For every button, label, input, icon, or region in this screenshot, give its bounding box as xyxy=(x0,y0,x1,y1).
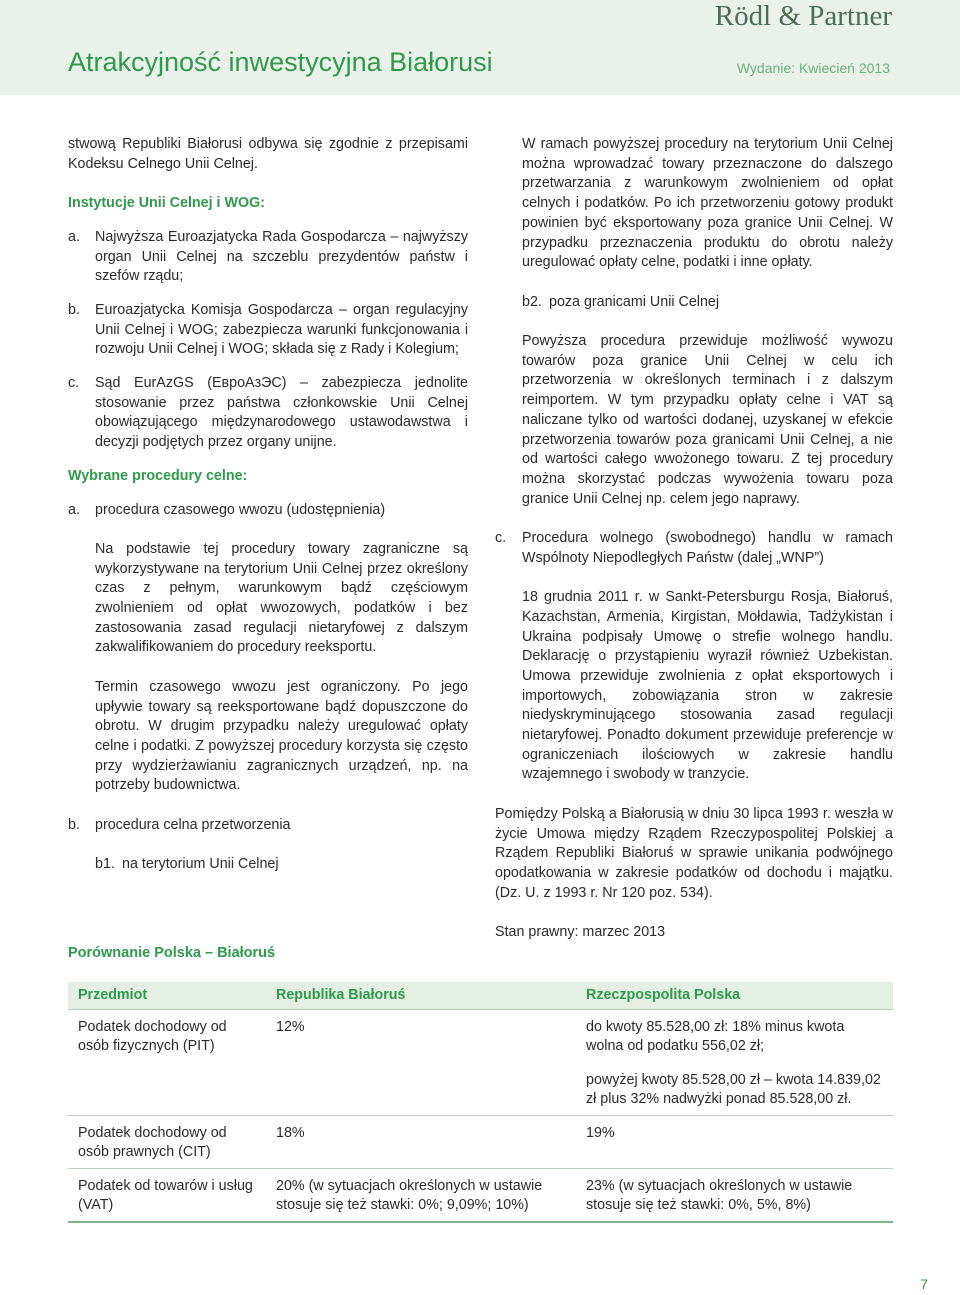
procedure-b-label: b. procedura celna przetworzenia xyxy=(68,816,291,833)
procedure-c-paragraph: 18 grudnia 2011 r. w Sankt-Petersburgu Rosja, Białoruś, Kazachstan, Armenia, Kirgistan, Mołdawia, Tadżykistan i Ukraina podpisały Umowę o strefie wolnego handlu. Deklarację o przystąpieniu wyraził również Uzbekistan. Umowa przewiduje zwolnienia z opłat eksportowych i importowych, zobowiązania stron w zakresie niedyskryminującego stosowania zasad regulacji nietaryfowej. Ponadto dokument przewiduje preferencje w ograniczeniach ilościowych w zakresie handlu wzajemnego i swobody w tranzycie. xyxy=(522,589,893,783)
table-cell: 18% xyxy=(266,1116,576,1169)
right-column xyxy=(495,135,893,943)
table-cell: 12% xyxy=(266,1010,576,1116)
procedure-b1-label: b1. na terytorium Unii Celnej xyxy=(95,856,279,873)
list-item: b. Euroazjatycka Komisja Gospodarcza – organ regulacyjny Unii Celnej i WOG; zabezpiecza warunki funkcjonowania i rozwoju Unii Celnej i WOG; składa się z Rady i Kolegium; xyxy=(68,301,468,358)
table-cell: Podatek dochodowy od osób fizycznych (PIT) xyxy=(68,1010,266,1116)
institutions-heading: Instytucje Unii Celnej i WOG: xyxy=(68,195,266,212)
table-row xyxy=(68,1169,893,1223)
list-item: c. Sąd EurAzGS (ЕвроАзЭС) – zabezpiecza jednolite stosowanie przez państwa członkowskie Unii Celnej obowiązującego międzynarodowego ustawodawstwa i decyzji podjętych przez organy unijne. xyxy=(68,375,468,451)
edition-label: Wydanie: Kwiecień 2013 xyxy=(736,60,890,76)
table-cell: do kwoty 85.528,00 zł: 18% minus kwota wolna od podatku 556,02 zł; powyżej kwoty 85.528,00 zł – kwota 14.839,02 zł plus 32% nadwyżki ponad 85.528,00 zł. xyxy=(576,1010,893,1116)
procedure-a-label: a. procedura czasowego wwozu (udostępnienia) xyxy=(68,501,386,518)
intro-paragraph: stwową Republiki Białorusi odbywa się zgodnie z przepisami Kodeksu Celnego Unii Celnej. xyxy=(68,136,468,172)
list-item: a. Najwyższa Euroazjatycka Rada Gospodarcza – najwyższy organ Unii Celnej na szczeblu prezydentów państw i szefów rządu; xyxy=(68,228,468,285)
page-number: 7 xyxy=(920,1276,928,1292)
procedure-b2-paragraph: Powyższa procedura przewiduje możliwość wywozu towarów poza granice Unii Celnej w celu ich przetworzenia w określonych terminach i z dalszym reimportem. W tym przypadku opłaty celne i VAT są naliczane tylko od wartości dodanej, uzyskanej w efekcie przetworzenia towarów poza granicami Unii Celnej, a nie od wartości całego wwożonego towaru. Z tej procedury można skorzystać podczas wywożenia towaru poza granice Unii Celnej np. celem jego naprawy. xyxy=(522,333,893,507)
column-header: Przedmiot xyxy=(68,982,266,1010)
table-header-row xyxy=(68,982,893,1010)
table-cell: 23% (w sytuacjach określonych w ustawie stosuje się też stawki: 0%, 5%, 8%) xyxy=(576,1169,893,1223)
procedure-a-paragraph: Na podstawie tej procedury towary zagraniczne są wykorzystywane na terytorium Unii Celnej przez określony czas z pełnym, warunkowym bądź częściowym zwolnieniem od opłat wwozowych, podatków i bez zastosowania zasad regulacji nietaryfowej z dalszym zakwalifikowaniem do procedury reeksportu. xyxy=(95,540,468,656)
procedure-b1-paragraph: W ramach powyższej procedury na terytorium Unii Celnej można wprowadzać towary przeznaczone do dalszego przetwarzania z warunkowym zwolnieniem od opłat celnych i podatków. Po ich przetworzeniu gotowy produkt powinien być eksportowany poza granice Unii Celnej. W przypadku przeznaczenia produktu do obrotu należy uregulować opłaty celne, podatki i inne opłaty. xyxy=(522,136,893,271)
table-cell: Podatek od towarów i usług (VAT) xyxy=(68,1169,266,1223)
comparison-title: Porównanie Polska – Białoruś xyxy=(68,945,276,961)
table-cell: 20% (w sytuacjach określonych w ustawie stosuje się też stawki: 0%; 9,09%; 10%) xyxy=(266,1169,576,1223)
procedure-b2-label: b2. poza granicami Unii Celnej xyxy=(522,293,720,310)
legal-status: Stan prawny: marzec 2013 xyxy=(495,924,666,941)
column-header: Rzeczpospolita Polska xyxy=(576,982,893,1010)
column-header: Republika Białoruś xyxy=(266,982,576,1010)
document-title: Atrakcyjność inwestycyjna Białorusi xyxy=(68,47,493,77)
procedures-heading: Wybrane procedury celne: xyxy=(68,467,248,484)
tax-treaty-paragraph: Pomiędzy Polską a Białorusią w dniu 30 lipca 1993 r. weszła w życie Umowa między Rządem Rzeczypospolitej Polskiej a Rządem Republiki Białoruś w sprawie unikania podwójnego opodatkowania w zakresie podatków od dochodu i majątku. (Dz. U. z 1993 r. Nr 120 poz. 534). xyxy=(495,805,893,901)
table-cell: 19% xyxy=(576,1116,893,1169)
table-cell: Podatek dochodowy od osób prawnych (CIT) xyxy=(68,1116,266,1169)
table-row xyxy=(68,1010,893,1116)
left-column xyxy=(68,135,468,875)
table-row xyxy=(68,1116,893,1169)
brand-logo: Rödl & Partner xyxy=(714,0,892,32)
procedure-a-paragraph: Termin czasowego wwozu jest ograniczony. Po jego upływie towary są reeksportowane bądź dopuszczone do obrotu. W drugim przypadku należy uregulować opłaty celne i podatki. Z powyższej procedury korzysta się często przy wydzierżawianiu zagranicznych urządzeń, np. na potrzeby budownictwa. xyxy=(95,678,468,794)
procedure-c-label: c. Procedura wolnego (swobodnego) handlu w ramach Wspólnoty Niepodległych Państw (dalej „WNP”) xyxy=(495,530,893,566)
comparison-table xyxy=(68,982,893,1223)
